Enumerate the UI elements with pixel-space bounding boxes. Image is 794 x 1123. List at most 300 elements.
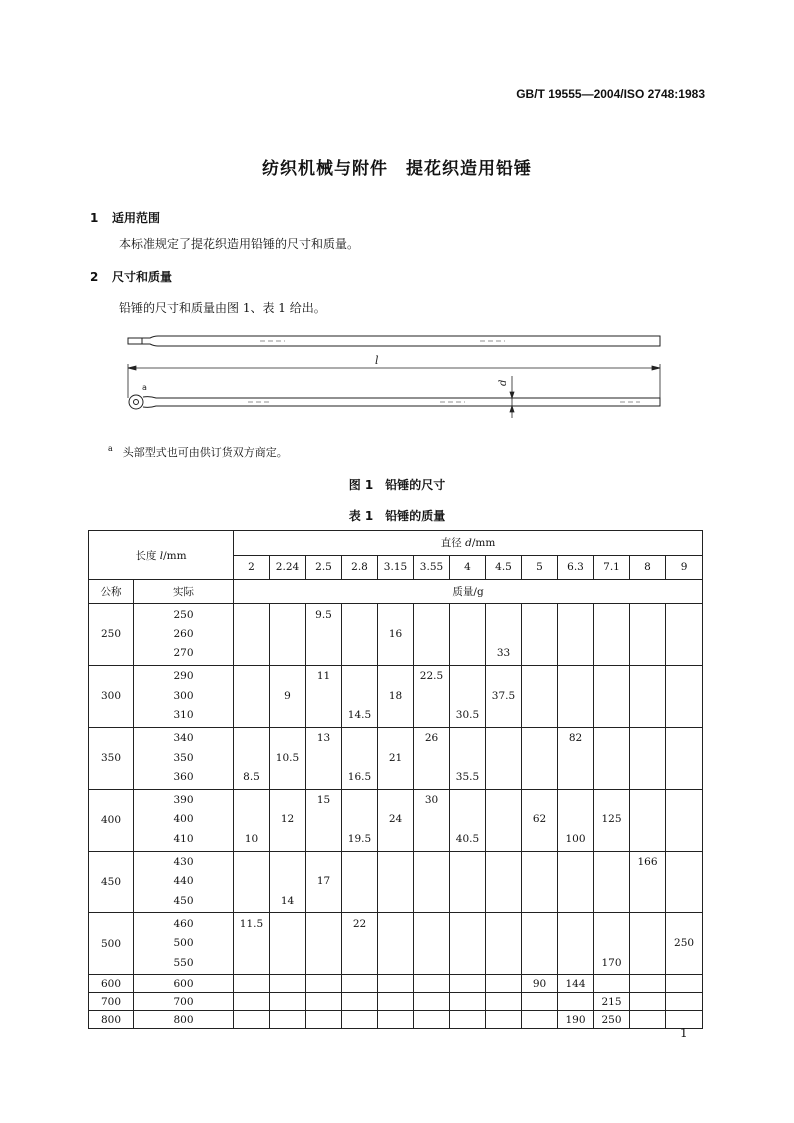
mass-value: 26 bbox=[424, 732, 439, 745]
mass-value bbox=[306, 706, 341, 725]
actual-length-value: 360 bbox=[173, 770, 194, 783]
mass-cell bbox=[558, 975, 594, 993]
mass-cell bbox=[486, 975, 522, 993]
mass-value: 16 bbox=[388, 627, 403, 640]
figure-caption: 图 1 铅锤的尺寸 bbox=[348, 478, 446, 492]
mass-value bbox=[558, 706, 593, 725]
mass-value bbox=[558, 934, 593, 953]
nominal-column-header: 公称 bbox=[89, 580, 134, 604]
mass-header: 质量/g bbox=[234, 580, 703, 604]
mass-value bbox=[630, 892, 665, 911]
mass-value bbox=[270, 853, 305, 872]
mass-value bbox=[522, 915, 557, 934]
mass-value bbox=[234, 872, 269, 891]
mass-value bbox=[270, 706, 305, 725]
mass-value: 90 bbox=[532, 977, 547, 990]
mass-value: 15 bbox=[316, 794, 331, 807]
mass-cell bbox=[342, 604, 378, 666]
mass-cell bbox=[630, 851, 666, 913]
mass-value bbox=[378, 853, 413, 872]
mass-cell bbox=[306, 1011, 342, 1029]
mass-value bbox=[630, 872, 665, 891]
mass-cell bbox=[234, 993, 270, 1011]
mass-value bbox=[630, 687, 665, 706]
mass-value bbox=[414, 954, 449, 973]
mass-value: 215 bbox=[601, 995, 622, 1008]
mass-value: 19.5 bbox=[347, 832, 372, 845]
length-header-unit: /mm bbox=[163, 549, 187, 562]
mass-cell bbox=[450, 993, 486, 1011]
mass-value: 250 bbox=[601, 1013, 622, 1026]
standard-number: GB/T 19555—2004/ISO 2748:1983 bbox=[516, 87, 705, 101]
mass-value bbox=[414, 853, 449, 872]
mass-value bbox=[558, 687, 593, 706]
mass-value bbox=[342, 729, 377, 748]
mass-value bbox=[378, 915, 413, 934]
section-2-title: 尺寸和质量 bbox=[112, 270, 173, 284]
length-dimension bbox=[128, 364, 660, 398]
mass-cell bbox=[270, 604, 306, 666]
mass-cell bbox=[594, 975, 630, 993]
mass-cell bbox=[630, 1011, 666, 1029]
actual-length bbox=[134, 604, 234, 666]
mass-value bbox=[270, 768, 305, 787]
mass-cell bbox=[378, 1011, 414, 1029]
mass-value: 170 bbox=[601, 956, 622, 969]
mass-value bbox=[414, 749, 449, 768]
mass-value bbox=[306, 810, 341, 829]
mass-value bbox=[666, 954, 702, 973]
mass-cell bbox=[342, 913, 378, 975]
mass-value bbox=[666, 915, 702, 934]
mass-value: 11.5 bbox=[239, 917, 264, 930]
mass-cell bbox=[522, 1011, 558, 1029]
mass-value bbox=[450, 687, 485, 706]
figure-footnote bbox=[108, 444, 288, 460]
mass-cell bbox=[558, 1011, 594, 1029]
mass-value bbox=[234, 687, 269, 706]
mass-cell bbox=[306, 851, 342, 913]
actual-length-value: 460 bbox=[173, 917, 194, 930]
mass-value bbox=[270, 872, 305, 891]
mass-cell bbox=[594, 727, 630, 789]
mass-value bbox=[450, 749, 485, 768]
mass-value bbox=[306, 892, 341, 911]
mass-value: 9.5 bbox=[315, 608, 332, 621]
mass-value bbox=[306, 934, 341, 953]
mass-cell bbox=[666, 975, 703, 993]
mass-value bbox=[630, 644, 665, 663]
mass-cell bbox=[414, 727, 450, 789]
mass-value bbox=[558, 954, 593, 973]
mass-cell bbox=[342, 975, 378, 993]
mass-cell bbox=[450, 604, 486, 666]
mass-cell bbox=[630, 665, 666, 727]
mass-value bbox=[594, 791, 629, 810]
mass-value bbox=[594, 872, 629, 891]
mass-value bbox=[594, 934, 629, 953]
mass-cell bbox=[666, 993, 703, 1011]
nominal-length: 600 bbox=[89, 975, 134, 993]
nominal-length: 350 bbox=[89, 727, 134, 789]
mass-value bbox=[666, 892, 702, 911]
mass-value bbox=[270, 606, 305, 625]
table-row bbox=[89, 975, 703, 993]
mass-cell bbox=[594, 604, 630, 666]
mass-value bbox=[630, 810, 665, 829]
mass-value bbox=[486, 810, 521, 829]
actual-length bbox=[134, 913, 234, 975]
mass-value bbox=[414, 625, 449, 644]
document-title: 纺织机械与附件 提花织造用铅锤 bbox=[262, 159, 532, 179]
mass-cell bbox=[414, 913, 450, 975]
mass-value bbox=[270, 954, 305, 973]
length-header-prefix: 长度 bbox=[135, 549, 160, 562]
actual-length-value: 410 bbox=[173, 832, 194, 845]
mass-cell bbox=[342, 993, 378, 1011]
mass-value bbox=[630, 954, 665, 973]
mass-value bbox=[306, 853, 341, 872]
mass-value bbox=[414, 915, 449, 934]
mass-value bbox=[666, 625, 702, 644]
mass-value bbox=[558, 915, 593, 934]
mass-cell bbox=[306, 604, 342, 666]
mass-value: 33 bbox=[496, 647, 511, 660]
mass-cell bbox=[306, 665, 342, 727]
actual-length-value: 250 bbox=[173, 608, 194, 621]
mass-value bbox=[378, 706, 413, 725]
mass-cell bbox=[414, 851, 450, 913]
mass-value bbox=[378, 892, 413, 911]
mass-value bbox=[378, 954, 413, 973]
mass-value bbox=[342, 667, 377, 686]
actual-length-value: 800 bbox=[173, 1013, 194, 1026]
mass-value bbox=[594, 915, 629, 934]
mass-value bbox=[594, 606, 629, 625]
mass-cell bbox=[270, 789, 306, 851]
nominal-length: 450 bbox=[89, 851, 134, 913]
mass-value: 9 bbox=[284, 689, 291, 702]
mass-cell bbox=[486, 604, 522, 666]
mass-value bbox=[342, 687, 377, 706]
mass-value: 82 bbox=[568, 732, 583, 745]
diameter-header-unit: /mm bbox=[471, 537, 496, 550]
mass-cell bbox=[306, 789, 342, 851]
actual-length-value: 600 bbox=[173, 977, 194, 990]
mass-value bbox=[378, 644, 413, 663]
mass-cell bbox=[414, 789, 450, 851]
mass-cell bbox=[414, 665, 450, 727]
mass-value bbox=[414, 830, 449, 849]
diameter-header-prefix: 直径 bbox=[440, 537, 466, 550]
mass-value bbox=[414, 872, 449, 891]
mass-cell bbox=[630, 604, 666, 666]
mass-value bbox=[558, 892, 593, 911]
nominal-length: 500 bbox=[89, 913, 134, 975]
mass-cell bbox=[594, 789, 630, 851]
mass-value bbox=[306, 954, 341, 973]
mass-value bbox=[450, 644, 485, 663]
mass-value bbox=[450, 606, 485, 625]
mass-value bbox=[522, 934, 557, 953]
mass-cell bbox=[450, 851, 486, 913]
mass-value: 11 bbox=[316, 670, 331, 683]
mass-value: 125 bbox=[601, 813, 622, 826]
mass-value bbox=[342, 625, 377, 644]
diameter-value: 4 bbox=[450, 555, 486, 580]
mass-cell bbox=[234, 851, 270, 913]
mass-value bbox=[630, 706, 665, 725]
mass-value bbox=[666, 872, 702, 891]
mass-value bbox=[342, 853, 377, 872]
mass-cell bbox=[234, 975, 270, 993]
actual-length bbox=[134, 1011, 234, 1029]
mass-value bbox=[270, 644, 305, 663]
mass-value bbox=[342, 872, 377, 891]
section-2-number: 2 bbox=[90, 270, 99, 284]
table-row bbox=[89, 604, 703, 666]
mass-value bbox=[630, 667, 665, 686]
mass-value bbox=[234, 853, 269, 872]
mass-value bbox=[450, 915, 485, 934]
mass-cell bbox=[630, 727, 666, 789]
nominal-length: 800 bbox=[89, 1011, 134, 1029]
length-header-var: l bbox=[159, 549, 164, 562]
mass-value bbox=[342, 791, 377, 810]
mass-cell bbox=[270, 665, 306, 727]
mass-value bbox=[450, 791, 485, 810]
mass-cell bbox=[558, 789, 594, 851]
actual-length-value: 430 bbox=[173, 856, 194, 869]
mass-value bbox=[234, 644, 269, 663]
mass-value bbox=[486, 853, 521, 872]
diameter-value: 2.5 bbox=[306, 555, 342, 580]
diameter-value: 7.1 bbox=[594, 555, 630, 580]
table-row bbox=[89, 727, 703, 789]
diameter-value: 2.24 bbox=[270, 555, 306, 580]
mass-value bbox=[594, 768, 629, 787]
actual-length-value: 350 bbox=[173, 751, 194, 764]
actual-length-value: 400 bbox=[173, 813, 194, 826]
actual-length-value: 290 bbox=[173, 670, 194, 683]
mass-cell bbox=[522, 665, 558, 727]
mass-value bbox=[234, 791, 269, 810]
mass-value bbox=[558, 872, 593, 891]
mass-value: 22 bbox=[352, 917, 367, 930]
nominal-length: 400 bbox=[89, 789, 134, 851]
mass-value: 100 bbox=[565, 832, 586, 845]
mass-cell bbox=[234, 727, 270, 789]
diameter-header-var: d bbox=[465, 537, 472, 550]
mass-value bbox=[558, 606, 593, 625]
mass-value: 35.5 bbox=[455, 770, 480, 783]
mass-value bbox=[522, 625, 557, 644]
mass-value bbox=[522, 872, 557, 891]
mass-cell bbox=[450, 1011, 486, 1029]
mass-value bbox=[486, 768, 521, 787]
mass-cell bbox=[486, 913, 522, 975]
mass-value bbox=[414, 768, 449, 787]
actual-length bbox=[134, 665, 234, 727]
mass-value bbox=[306, 768, 341, 787]
mass-value: 166 bbox=[637, 856, 658, 869]
mass-cell bbox=[522, 789, 558, 851]
actual-length-value: 390 bbox=[173, 794, 194, 807]
mass-cell bbox=[378, 727, 414, 789]
mass-value bbox=[234, 934, 269, 953]
mass-value bbox=[486, 892, 521, 911]
mass-value bbox=[234, 810, 269, 829]
mass-cell bbox=[558, 665, 594, 727]
mass-cell bbox=[342, 789, 378, 851]
length-header bbox=[89, 531, 234, 580]
actual-length-value: 310 bbox=[173, 708, 194, 721]
mass-cell bbox=[234, 1011, 270, 1029]
mass-value bbox=[450, 810, 485, 829]
actual-length-value: 440 bbox=[173, 875, 194, 888]
section-1-title: 适用范围 bbox=[112, 211, 161, 225]
table-row bbox=[89, 913, 703, 975]
actual-length bbox=[134, 727, 234, 789]
mass-cell bbox=[666, 604, 703, 666]
mass-value: 12 bbox=[280, 813, 295, 826]
mass-value bbox=[450, 892, 485, 911]
mass-value bbox=[234, 954, 269, 973]
section-2-text: 铅锤的尺寸和质量由图 1、表 1 给出。 bbox=[119, 301, 326, 315]
mass-value bbox=[486, 625, 521, 644]
mass-value: 250 bbox=[674, 937, 695, 950]
mass-value bbox=[666, 706, 702, 725]
mass-value bbox=[486, 934, 521, 953]
mass-value bbox=[342, 749, 377, 768]
mass-cell bbox=[486, 993, 522, 1011]
mass-cell bbox=[270, 913, 306, 975]
mass-value bbox=[630, 749, 665, 768]
mass-value bbox=[234, 625, 269, 644]
diameter-value: 5 bbox=[522, 555, 558, 580]
mass-cell bbox=[666, 851, 703, 913]
mass-value: 62 bbox=[532, 813, 547, 826]
mass-cell bbox=[558, 851, 594, 913]
mass-value: 190 bbox=[565, 1013, 586, 1026]
mass-value: 10 bbox=[244, 832, 259, 845]
mass-value bbox=[558, 810, 593, 829]
lead-weight-mass-table bbox=[88, 530, 703, 1029]
mass-cell bbox=[234, 789, 270, 851]
mass-value bbox=[558, 853, 593, 872]
mass-value bbox=[450, 872, 485, 891]
mass-value bbox=[378, 768, 413, 787]
mass-value bbox=[234, 606, 269, 625]
mass-cell bbox=[522, 993, 558, 1011]
mass-value bbox=[558, 667, 593, 686]
mass-cell bbox=[666, 665, 703, 727]
mass-value bbox=[630, 729, 665, 748]
mass-cell bbox=[558, 913, 594, 975]
mass-value bbox=[522, 606, 557, 625]
mass-value bbox=[450, 954, 485, 973]
mass-value bbox=[522, 667, 557, 686]
mass-value bbox=[522, 892, 557, 911]
mass-value bbox=[378, 830, 413, 849]
mass-cell bbox=[558, 727, 594, 789]
mass-value bbox=[450, 729, 485, 748]
diameter-dimension bbox=[510, 376, 514, 418]
mass-value bbox=[270, 791, 305, 810]
nominal-length: 300 bbox=[89, 665, 134, 727]
mass-value: 13 bbox=[316, 732, 331, 745]
mass-cell bbox=[234, 604, 270, 666]
mass-cell bbox=[522, 727, 558, 789]
table-row bbox=[89, 1011, 703, 1029]
mass-value bbox=[270, 915, 305, 934]
mass-value bbox=[306, 644, 341, 663]
mass-value: 37.5 bbox=[491, 689, 516, 702]
mass-value bbox=[378, 934, 413, 953]
mass-value bbox=[486, 872, 521, 891]
section-2-heading bbox=[90, 268, 172, 285]
mass-cell bbox=[306, 727, 342, 789]
mass-value bbox=[666, 606, 702, 625]
mass-value bbox=[522, 644, 557, 663]
mass-value bbox=[594, 667, 629, 686]
mass-cell bbox=[378, 789, 414, 851]
mass-value bbox=[630, 606, 665, 625]
lead-weight-drawing bbox=[110, 326, 670, 426]
mass-value bbox=[450, 934, 485, 953]
mass-cell bbox=[270, 993, 306, 1011]
mass-value bbox=[270, 625, 305, 644]
mass-value: 22.5 bbox=[419, 670, 444, 683]
section-1-heading bbox=[90, 209, 160, 226]
mass-value: 17 bbox=[316, 875, 331, 888]
mass-cell bbox=[414, 604, 450, 666]
diameter-label: d bbox=[498, 379, 509, 386]
mass-cell bbox=[630, 975, 666, 993]
diameter-value: 4.5 bbox=[486, 555, 522, 580]
diameter-value: 2.8 bbox=[342, 555, 378, 580]
actual-length bbox=[134, 789, 234, 851]
mass-value bbox=[558, 625, 593, 644]
mass-value bbox=[666, 853, 702, 872]
mass-value bbox=[666, 667, 702, 686]
mass-cell bbox=[378, 993, 414, 1011]
table-row bbox=[89, 789, 703, 851]
mass-value bbox=[414, 706, 449, 725]
mass-cell bbox=[270, 1011, 306, 1029]
mass-value: 30.5 bbox=[455, 708, 480, 721]
mass-cell bbox=[486, 727, 522, 789]
mass-value bbox=[306, 830, 341, 849]
mass-value: 10.5 bbox=[275, 751, 300, 764]
diameter-value: 3.55 bbox=[414, 555, 450, 580]
mass-value bbox=[270, 830, 305, 849]
actual-length bbox=[134, 993, 234, 1011]
mass-value bbox=[378, 606, 413, 625]
mass-value bbox=[342, 892, 377, 911]
mass-value bbox=[342, 810, 377, 829]
mass-cell bbox=[594, 993, 630, 1011]
mass-value bbox=[594, 830, 629, 849]
mass-value: 8.5 bbox=[243, 770, 260, 783]
actual-length-value: 300 bbox=[173, 689, 194, 702]
mass-cell bbox=[522, 604, 558, 666]
mass-cell bbox=[414, 1011, 450, 1029]
mass-value bbox=[666, 729, 702, 748]
mass-value bbox=[594, 625, 629, 644]
length-label: l bbox=[375, 354, 379, 367]
mass-value bbox=[594, 892, 629, 911]
